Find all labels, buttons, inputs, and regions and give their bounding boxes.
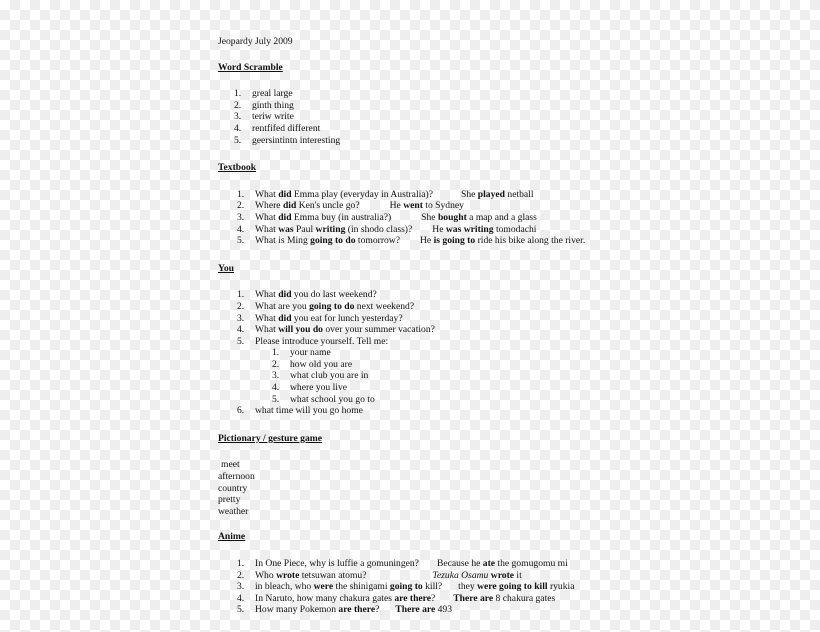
list-item — [218, 135, 638, 147]
sub-list-item — [218, 370, 638, 382]
text-segment: the gomugomu mi — [495, 558, 568, 569]
list-number: 1. — [237, 188, 245, 200]
text-segment: What is Ming — [255, 235, 311, 247]
list-number: 5. — [237, 335, 245, 347]
item-text: geersintintn interesting — [252, 134, 341, 146]
item-text: your name — [290, 347, 331, 359]
list-item — [218, 581, 638, 593]
text-segment: Who — [255, 569, 277, 581]
emphasis-text: are there — [394, 592, 432, 604]
you-list — [218, 289, 638, 417]
pictionary-word: weather — [218, 505, 249, 517]
emphasis-text: going to — [389, 581, 423, 593]
text-segment: What — [255, 289, 279, 301]
question-text — [255, 593, 435, 604]
list-item — [218, 111, 638, 123]
text-segment: In One Piece, why is luffie a gomuningen? — [255, 558, 419, 569]
text-segment: ryukia — [547, 581, 575, 593]
pictionary-word-list — [218, 459, 638, 517]
list-number: 2. — [237, 300, 245, 312]
question-text — [255, 235, 400, 246]
text-segment: netball — [505, 188, 534, 200]
word-scramble-list — [218, 88, 638, 146]
list-number: 2. — [237, 200, 245, 212]
question-text — [255, 336, 388, 347]
list-item — [218, 336, 638, 348]
text-segment: tomorrow? — [355, 235, 400, 247]
list-number: 2. — [234, 99, 242, 111]
text-segment: Paul — [293, 223, 316, 235]
emphasis-text: were going to kill — [477, 581, 548, 593]
question-text — [255, 581, 442, 592]
list-number: 1. — [272, 347, 280, 359]
list-item — [218, 593, 638, 605]
text-segment: What — [255, 312, 279, 324]
section-heading-anime: Anime — [218, 531, 246, 543]
list-item — [218, 100, 638, 112]
question-text — [255, 324, 435, 335]
list-item — [218, 324, 638, 336]
list-item — [218, 189, 638, 201]
list-number: 4. — [237, 592, 245, 604]
item-text: what school you go to — [290, 393, 375, 405]
item-text: what time will you go home — [255, 405, 363, 417]
list-item — [218, 558, 638, 570]
emphasis-text: were — [313, 581, 334, 593]
text-segment: Emma buy (in australia?) — [291, 211, 392, 223]
text-segment: He — [432, 223, 446, 235]
text-segment: Where — [255, 200, 283, 212]
text-segment: tetsuwan atomu? — [299, 569, 367, 581]
text-segment: Ken's uncle go? — [296, 200, 360, 212]
list-number: 5. — [234, 134, 242, 146]
question-text — [255, 313, 403, 324]
document-title: Jeopardy July 2009 — [218, 36, 293, 47]
answer-italic: Tezuka Osamu — [432, 569, 489, 581]
section-heading-word-scramble: Word Scramble — [218, 61, 283, 73]
question-text — [255, 289, 377, 300]
emphasis-text: There are — [453, 592, 494, 604]
item-text: where you live — [290, 382, 348, 394]
text-segment: 493 — [435, 604, 453, 616]
list-item — [218, 88, 638, 100]
text-segment: you eat for lunch yesterday? — [291, 312, 403, 324]
emphasis-text: will you do — [278, 324, 323, 336]
list-number: 5. — [237, 235, 245, 247]
pictionary-word: pretty — [218, 494, 241, 506]
question-text — [255, 224, 412, 235]
text-segment: they — [458, 581, 478, 593]
text-segment: next weekend? — [354, 300, 415, 312]
item-text: ginth thing — [252, 99, 294, 111]
document-page — [218, 36, 638, 632]
text-segment: a map and a glass — [466, 211, 537, 223]
emphasis-text: went — [403, 200, 423, 212]
text-segment: Because he — [436, 558, 483, 569]
answer-text — [437, 558, 568, 569]
pictionary-word: meet — [221, 459, 240, 471]
anime-list — [218, 558, 638, 616]
sub-list-item — [218, 359, 638, 371]
question-text — [255, 604, 379, 615]
emphasis-text: did — [278, 312, 292, 324]
emphasis-text: did — [278, 188, 292, 200]
text-segment: What — [255, 188, 279, 200]
emphasis-text: going to do — [310, 235, 356, 247]
text-segment: you do last weekend? — [291, 289, 377, 301]
question-text — [255, 189, 433, 200]
text-segment: in bleach, who — [255, 581, 314, 593]
list-number: 3. — [237, 581, 245, 593]
item-text: teriw write — [252, 111, 294, 123]
text-segment: Please introduce yourself. Tell me: — [255, 335, 389, 347]
list-item — [218, 570, 638, 582]
item-text: what club you are in — [290, 370, 369, 382]
list-item — [218, 212, 638, 224]
list-number: 3. — [237, 211, 245, 223]
text-segment: He — [420, 235, 434, 247]
text-segment: What — [255, 324, 279, 336]
pictionary-word: country — [218, 482, 248, 494]
textbook-list — [218, 189, 638, 247]
list-number: 5. — [272, 393, 280, 405]
list-item — [218, 405, 638, 417]
list-item — [218, 224, 638, 236]
emphasis-text: was — [278, 223, 294, 235]
section-heading-pictionary: Pictionary / gesture game — [218, 432, 322, 444]
text-segment: ? — [431, 592, 436, 604]
text-segment: the shinigami — [333, 581, 390, 593]
question-text — [255, 301, 414, 312]
question-text — [255, 200, 360, 211]
list-item — [218, 313, 638, 325]
emphasis-text: going to do — [309, 300, 355, 312]
list-number: 2. — [272, 358, 280, 370]
list-item — [218, 604, 638, 616]
emphasis-text: There are — [395, 604, 436, 616]
emphasis-text: wrote — [276, 569, 300, 581]
list-number: 4. — [237, 324, 245, 336]
answer-text — [488, 570, 521, 581]
text-segment: (in shodo class)? — [345, 223, 413, 235]
list-number: 4. — [272, 382, 280, 394]
item-text: rentfifed different — [252, 122, 321, 134]
text-segment: ride his bike along the river. — [475, 235, 586, 247]
text-segment: He — [389, 200, 404, 212]
answer-text — [421, 212, 537, 223]
list-number: 1. — [234, 88, 242, 100]
answer-text — [395, 604, 452, 615]
list-number: 1. — [237, 289, 245, 301]
text-segment: How many Pokemon — [255, 604, 339, 616]
list-number: 3. — [237, 312, 245, 324]
emphasis-text: wrote — [490, 569, 515, 581]
emphasis-text: did — [282, 200, 297, 212]
sub-list-item — [218, 382, 638, 394]
text-segment: ? — [375, 604, 380, 616]
question-text — [255, 558, 419, 569]
sub-list-item — [218, 347, 638, 359]
answer-text — [453, 593, 555, 604]
sub-list-item — [218, 394, 638, 406]
text-segment: She — [421, 211, 438, 223]
emphasis-text: bought — [437, 211, 467, 223]
text-segment: What are you — [255, 300, 310, 312]
text-segment: it — [514, 569, 522, 581]
list-item — [218, 301, 638, 313]
emphasis-text: is going to — [433, 235, 476, 247]
question-text — [255, 212, 391, 223]
sub-list-container — [218, 347, 638, 405]
question-text — [255, 570, 366, 581]
answer-text — [432, 224, 536, 235]
answer-text — [420, 235, 585, 246]
item-text: how old you are — [290, 358, 353, 370]
list-number: 5. — [237, 604, 245, 616]
text-segment: What — [255, 223, 279, 235]
emphasis-text: was writing — [445, 223, 494, 235]
text-segment: What — [255, 211, 279, 223]
emphasis-text: are there — [338, 604, 376, 616]
text-segment: Emma play (everyday in Australia)? — [291, 188, 433, 200]
section-heading-textbook: Textbook — [218, 162, 257, 174]
section-heading-you: You — [218, 262, 234, 274]
list-item — [218, 200, 638, 212]
emphasis-text: ate — [482, 558, 496, 569]
text-segment: to Sydney — [422, 200, 464, 212]
list-item — [218, 235, 638, 247]
answer-text — [461, 189, 534, 200]
text-segment: She — [461, 188, 478, 200]
item-text: greal large — [252, 88, 293, 100]
list-number: 3. — [234, 111, 242, 123]
emphasis-text: writing — [315, 223, 346, 235]
sub-list — [218, 347, 638, 405]
pictionary-word: afternoon — [218, 471, 255, 483]
text-segment: kill? — [422, 581, 443, 593]
list-number: 6. — [237, 405, 245, 417]
text-segment: 8 chakura gates — [493, 592, 556, 604]
text-segment: tomodachi — [493, 223, 537, 235]
text-segment: In Naruto, how many chakura gates — [255, 592, 395, 604]
answer-text — [390, 200, 464, 211]
emphasis-text: did — [278, 289, 292, 301]
list-number: 4. — [234, 122, 242, 134]
answer-text — [458, 581, 574, 592]
emphasis-text: did — [278, 211, 292, 223]
list-number: 2. — [237, 569, 245, 581]
list-number: 4. — [237, 223, 245, 235]
text-segment: over your summer vacation? — [322, 324, 435, 336]
list-item — [218, 289, 638, 301]
list-number: 3. — [272, 370, 280, 382]
list-number: 1. — [237, 558, 245, 569]
emphasis-text: played — [477, 188, 505, 200]
list-item — [218, 123, 638, 135]
